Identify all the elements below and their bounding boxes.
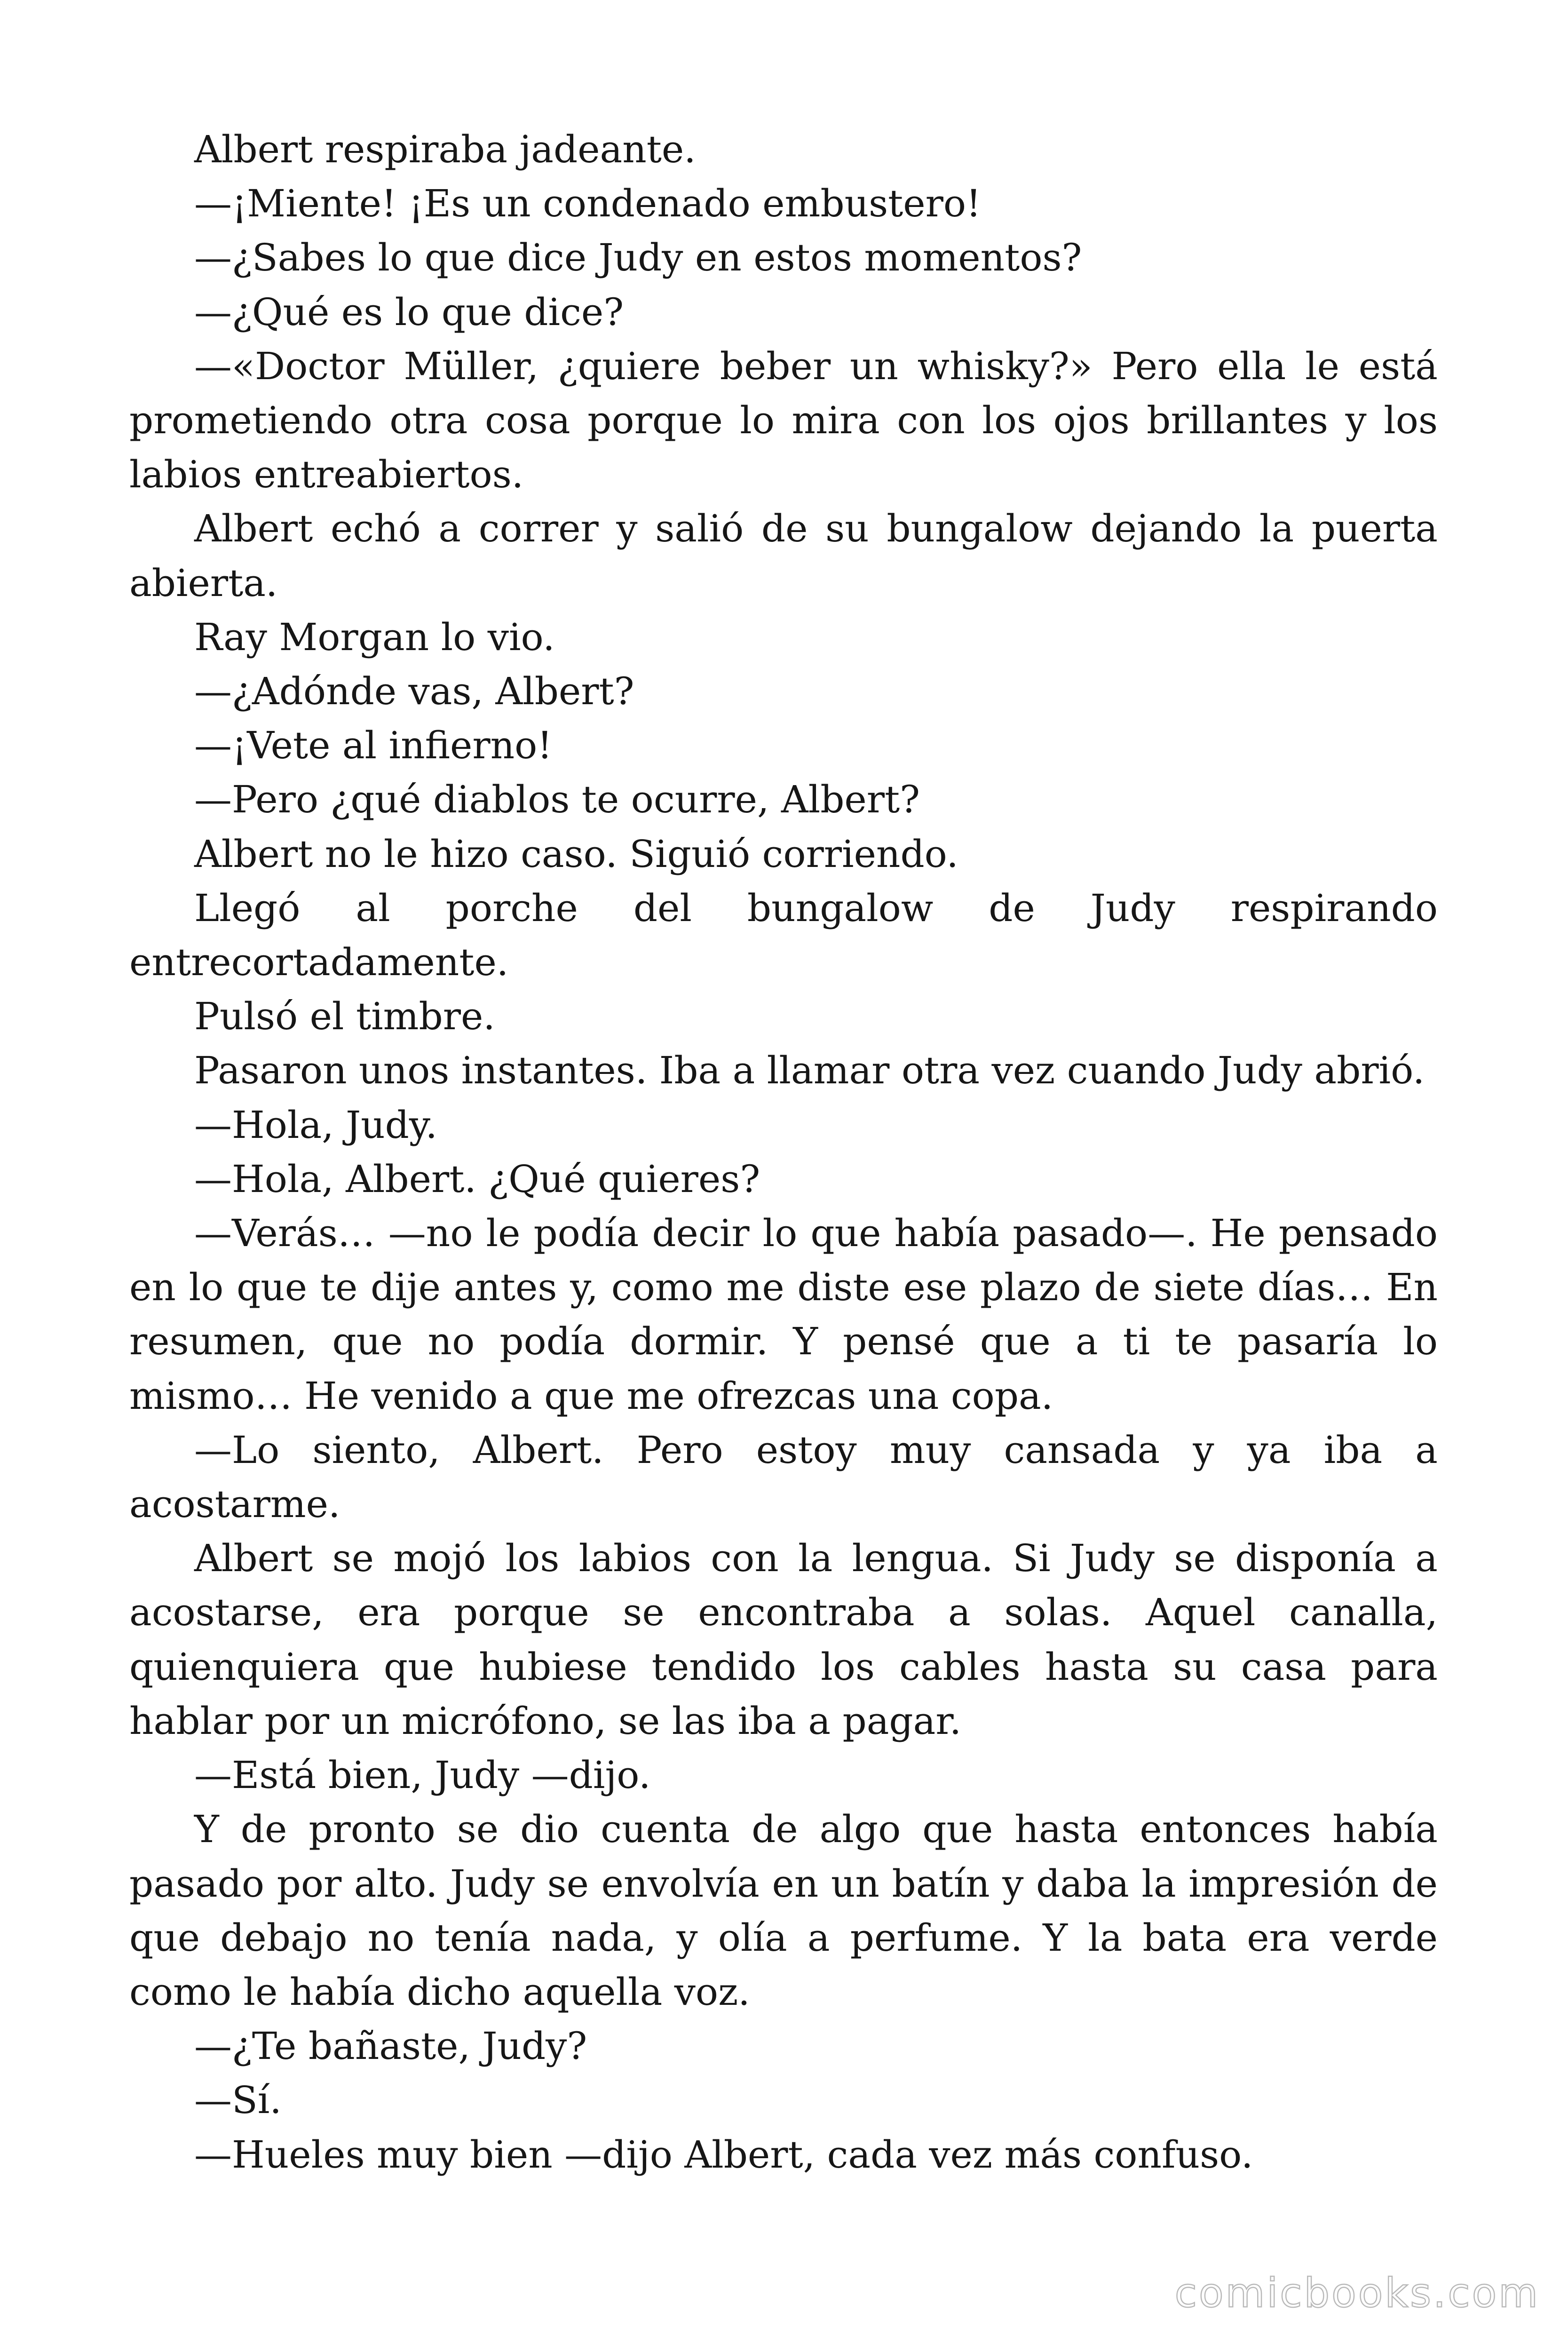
paragraph: —Verás… —no le podía decir lo que había pasado—. He pensado en lo que te dije antes y, como me diste ese plazo de siete días… En resumen, que no podía dormir. Y pensé que a ti te pasaría lo mismo… He venido a que me ofrezcas una copa. bbox=[129, 1211, 1438, 1418]
paragraph: —¡Miente! ¡Es un condenado embustero! bbox=[194, 182, 982, 226]
paragraph: —¿Qué es lo que dice? bbox=[194, 290, 624, 334]
paragraph: —Hueles muy bien —dijo Albert, cada vez más confuso. bbox=[194, 2132, 1253, 2177]
paragraph: Ray Morgan lo vio. bbox=[194, 615, 555, 659]
paragraph: Albert echó a correr y salió de su bungalow dejando la puerta abierta. bbox=[129, 507, 1438, 605]
paragraph: —Hola, Judy. bbox=[194, 1103, 437, 1147]
paragraph: —«Doctor Müller, ¿quiere beber un whisky?» Pero ella le está prometiendo otra cosa porque lo mira con los ojos brillantes y los labios entreabiertos. bbox=[129, 344, 1438, 497]
paragraph: Pulsó el timbre. bbox=[194, 994, 495, 1039]
paragraph: —Hola, Albert. ¿Qué quieres? bbox=[194, 1157, 760, 1201]
paragraph: Y de pronto se dio cuenta de algo que hasta entonces había pasado por alto. Judy se envolvía en un batín y daba la impresión de que debajo no tenía nada, y olía a perfume. Y la bata era verde como le había dicho aquella voz. bbox=[129, 1807, 1438, 2014]
paragraph: —Pero ¿qué diablos te ocurre, Albert? bbox=[194, 778, 920, 822]
paragraph: —¿Te bañaste, Judy? bbox=[194, 2024, 587, 2068]
watermark: comicbooks.com bbox=[1174, 2270, 1540, 2317]
paragraph: —¡Vete al infierno! bbox=[194, 723, 553, 768]
paragraph: —Está bien, Judy —dijo. bbox=[194, 1753, 651, 1797]
paragraph: Albert respiraba jadeante. bbox=[194, 127, 696, 171]
paragraph: Pasaron unos instantes. Iba a llamar otra vez cuando Judy abrió. bbox=[194, 1049, 1425, 1093]
paragraph: Llegó al porche del bungalow de Judy respirando entrecortadamente. bbox=[129, 886, 1438, 985]
paragraph: —Sí. bbox=[194, 2078, 282, 2122]
paragraph: Albert no le hizo caso. Siguió corriendo. bbox=[194, 832, 958, 876]
paragraph: —¿Adónde vas, Albert? bbox=[194, 669, 634, 714]
body-text bbox=[129, 122, 1438, 2182]
paragraph: —¿Sabes lo que dice Judy en estos momentos? bbox=[194, 236, 1082, 280]
paragraph: —Lo siento, Albert. Pero estoy muy cansada y ya iba a acostarme. bbox=[129, 1428, 1438, 1526]
paragraph: Albert se mojó los labios con la lengua. Si Judy se disponía a acostarse, era porque se encontraba a solas. Aquel canalla, quienquiera que hubiese tendido los cables hasta su casa para hablar por un micrófono, se las iba a pagar. bbox=[129, 1536, 1438, 1743]
